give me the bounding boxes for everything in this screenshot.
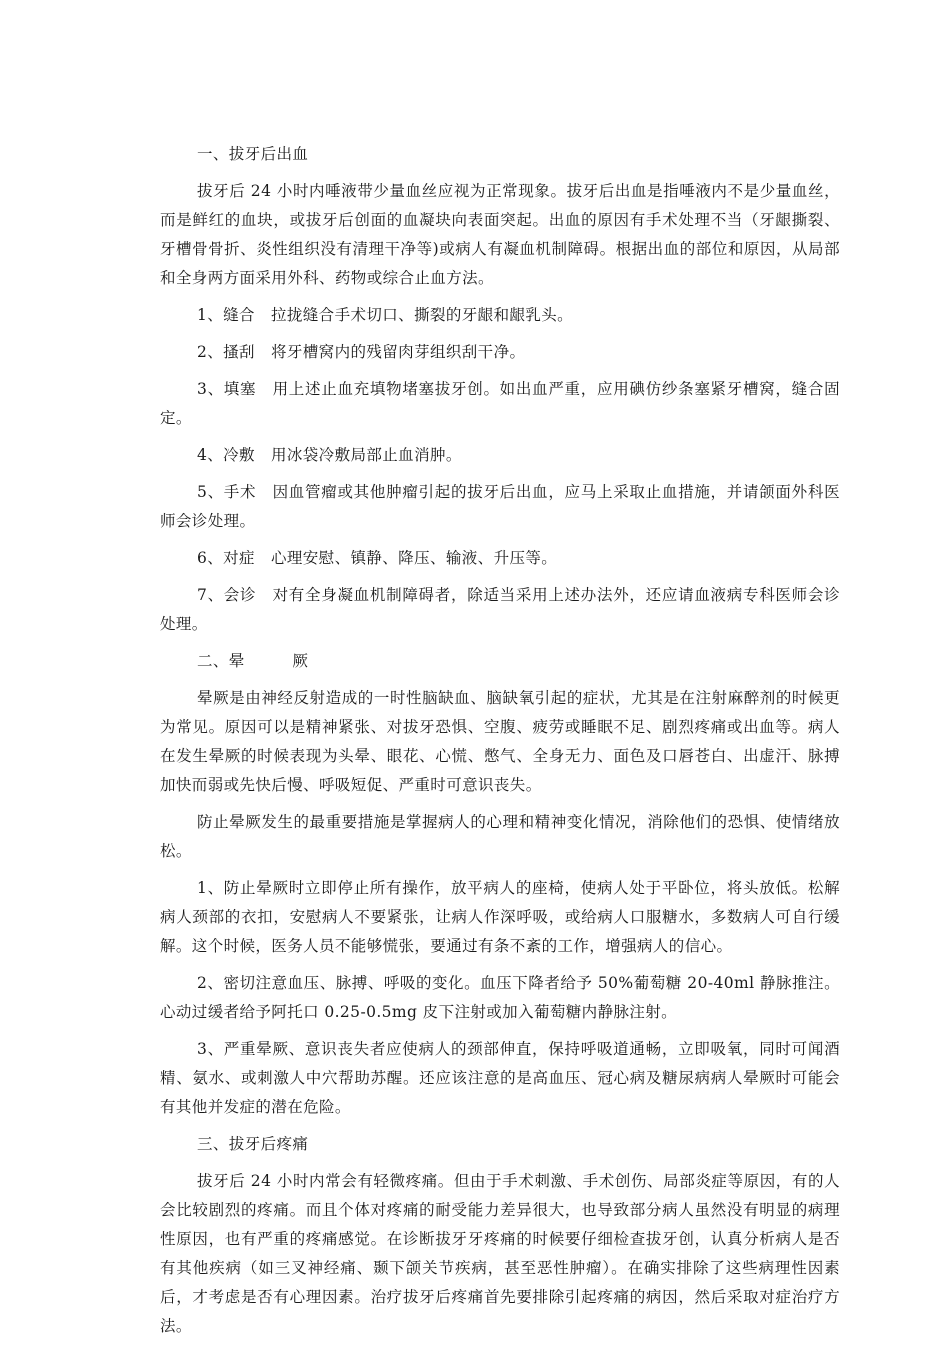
item-text: 用冰袋冷敷局部止血消肿。	[270, 446, 462, 464]
list-item	[160, 338, 840, 367]
paragraph: 1、防止晕厥时立即停止所有操作，放平病人的座椅，使病人处于平卧位，将头放低。松解病人颈部的衣扣，安慰病人不要紧张，让病人作深呼吸，或给病人口服糖水，多数病人可自行缓解。这个时候，医务人员不能够慌张，要通过有条不紊的工作，增强病人的信心。	[160, 879, 840, 955]
item-term: 7、会诊	[197, 586, 257, 604]
paragraph: 拔牙后 24 小时内唾液带少量血丝应视为正常现象。拔牙后出血是指唾液内不是少量血丝，而是鲜红的血块，或拔牙后创面的血凝块向表面突起。出血的原因有手术处理不当（牙龈撕裂、牙槽骨骨折、炎性组织没有清理干净等)或病人有凝血机制障碍。根据出血的部位和原因，从局部和全身两方面采用外科、药物或综合止血方法。	[160, 182, 840, 287]
list-item	[160, 544, 840, 573]
item-text: 拉拢缝合手术切口、撕裂的牙龈和龈乳头。	[270, 306, 574, 324]
item-term: 6、对症	[197, 549, 255, 567]
list-item	[160, 301, 840, 330]
item-text: 心理安慰、镇静、降压、输液、升压等。	[270, 549, 558, 567]
item-term: 5、手术	[197, 483, 257, 501]
list-item	[160, 375, 840, 433]
section-heading-bleeding: 一、拔牙后出血	[197, 145, 309, 163]
item-text: 对有全身凝血机制障碍者，除适当采用上述办法外，还应请血液病专科医师会诊处理。	[160, 586, 840, 633]
list-item	[160, 581, 840, 639]
paragraph: 晕厥是由神经反射造成的一时性脑缺血、脑缺氧引起的症状，尤其是在注射麻醉剂的时候更为常见。原因可以是精神紧张、对拔牙恐惧、空腹、疲劳或睡眠不足、剧烈疼痛或出血等。病人在发生晕厥的时候表现为头晕、眼花、心慌、憋气、全身无力、面色及口唇苍白、出虚汗、脉搏加快而弱或先快后慢、呼吸短促、严重时可意识丧失。	[160, 689, 840, 794]
list-item	[160, 441, 840, 470]
item-text: 因血管瘤或其他肿瘤引起的拔牙后出血，应马上采取止血措施，并请颌面外科医师会诊处理。	[160, 483, 840, 530]
section-heading-pain: 三、拔牙后疼痛	[197, 1135, 309, 1153]
paragraph: 防止晕厥发生的最重要措施是掌握病人的心理和精神变化情况，消除他们的恐惧、使情绪放松。	[160, 813, 840, 860]
item-text: 用上述止血充填物堵塞拔牙创。如出血严重，应用碘仿纱条塞紧牙槽窝，缝合固定。	[160, 380, 840, 427]
paragraph: 2、密切注意血压、脉搏、呼吸的变化。血压下降者给予 50%葡萄糖 20-40ml 静脉推注。心动过缓者给予阿托口 0.25-0.5mg 皮下注射或加入葡萄糖内静脉注射。	[160, 974, 840, 1021]
item-term: 1、缝合	[197, 306, 255, 324]
item-text: 将牙槽窝内的残留肉芽组织刮干净。	[270, 343, 526, 361]
list-item	[160, 478, 840, 536]
section-heading-syncope: 二、晕 厥	[197, 652, 309, 670]
document-body	[160, 140, 840, 1349]
item-term: 2、搔刮	[197, 343, 255, 361]
paragraph: 拔牙后 24 小时内常会有轻微疼痛。但由于手术刺激、手术创伤、局部炎症等原因，有的人会比较剧烈的疼痛。而且个体对疼痛的耐受能力差异很大，也导致部分病人虽然没有明显的病理性原因，也有严重的疼痛感觉。在诊断拔牙牙疼痛的时候要仔细检查拔牙创，认真分析病人是否有其他疾病（如三叉神经痛、颞下颌关节疾病，甚至恶性肿瘤）。在确实排除了这些病理性因素后，才考虑是否有心理因素。治疗拔牙后疼痛首先要排除引起疼痛的病因，然后采取对症治疗方法。	[160, 1172, 840, 1335]
item-term: 4、冷敷	[197, 446, 255, 464]
paragraph: 3、严重晕厥、意识丧失者应使病人的颈部伸直，保持呼吸道通畅，立即吸氧，同时可闻酒精、氨水、或刺激人中穴帮助苏醒。还应该注意的是高血压、冠心病及糖尿病病人晕厥时可能会有其他并发症的潜在危险。	[160, 1040, 840, 1116]
item-term: 3、填塞	[197, 380, 257, 398]
